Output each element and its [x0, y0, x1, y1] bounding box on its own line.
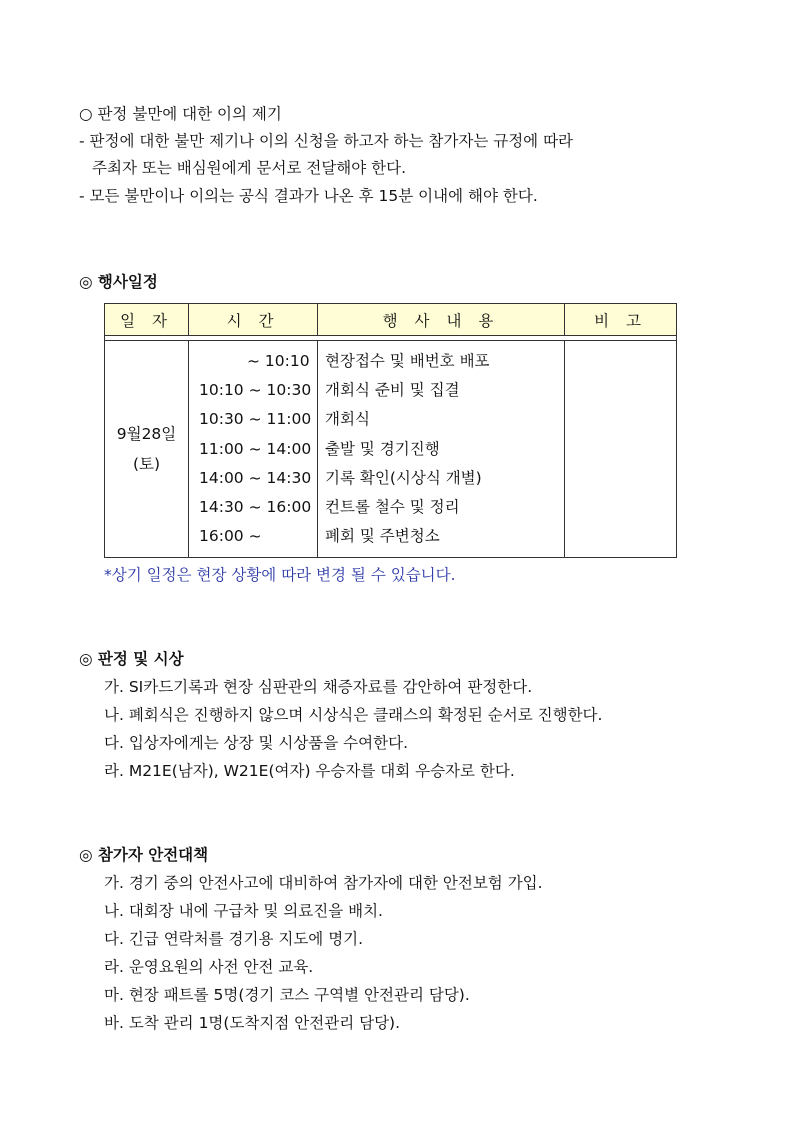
event-item: 현장접수 및 배번호 배포: [325, 352, 490, 370]
safety-item: 가. 경기 중의 안전사고에 대비하여 참가자에 대한 안전보험 가입.: [104, 874, 543, 892]
event-item: 기록 확인(시상식 개별): [325, 468, 482, 487]
event-item: 폐회 및 주변청소: [325, 527, 440, 546]
appeal-heading: ○ 판정 불만에 대한 이의 제기: [79, 105, 282, 123]
header-date: 일 자: [105, 304, 189, 336]
judging-item: 나. 폐회식은 진행하지 않으며 시상식은 클래스의 확정된 순서로 진행한다.: [104, 706, 603, 724]
time-item: 14:00 ~ 14:30: [199, 468, 312, 487]
safety-item: 나. 대회장 내에 구급차 및 의료진을 배치.: [104, 902, 383, 920]
event-item: 개회식: [325, 410, 370, 429]
event-item: 개회식 준비 및 집결: [325, 381, 460, 400]
safety-item: 라. 운영요원의 사전 안전 교육.: [104, 958, 314, 976]
schedule-note-cell: [565, 341, 677, 558]
safety-item: 다. 긴급 연락처를 경기용 지도에 명기.: [104, 930, 364, 948]
safety-item: 마. 현장 패트롤 5명(경기 코스 구역별 안전관리 담당).: [104, 986, 470, 1004]
appeal-line-1: - 판정에 대한 불만 제기나 이의 신청을 하고자 하는 참가자는 규정에 따라: [79, 132, 574, 150]
event-item: 컨트롤 철수 및 정리: [325, 497, 460, 516]
judging-heading: ◎ 판정 및 시상: [79, 650, 184, 668]
safety-item: 바. 도착 관리 1명(도착지점 안전관리 담당).: [104, 1014, 401, 1032]
schedule-event-cell: [318, 341, 565, 558]
time-item: 14:30 ~ 16:00: [199, 497, 312, 516]
schedule-date-cell: [105, 341, 189, 558]
time-item: 10:30 ~ 11:00: [199, 410, 312, 429]
schedule-header-row: [105, 304, 677, 336]
schedule-date: 9월28일: [116, 425, 177, 444]
schedule-day: (토): [132, 455, 161, 474]
judging-item: 라. M21E(남자), W21E(여자) 우승자를 대회 우승자로 한다.: [104, 762, 515, 780]
appeal-line-3: - 모든 불만이나 이의는 공식 결과가 나온 후 15분 이내에 해야 한다.: [79, 187, 538, 205]
header-time: 시 간: [189, 304, 318, 336]
schedule-heading: ◎ 행사일정: [79, 273, 158, 291]
time-item: 16:00 ~: [199, 527, 262, 546]
safety-heading: ◎ 참가자 안전대책: [79, 846, 209, 864]
judging-item: 가. SI카드기록과 현장 심판관의 채증자료를 감안하여 판정한다.: [104, 678, 533, 696]
appeal-line-2: 주최자 또는 배심원에게 문서로 전달해야 한다.: [92, 159, 407, 177]
schedule-body-row: [105, 341, 677, 558]
judging-item: 다. 입상자에게는 상장 및 시상품을 수여한다.: [104, 734, 409, 752]
header-event: 행 사 내 용: [318, 304, 565, 336]
time-item: 10:10 ~ 10:30: [199, 381, 312, 400]
event-item: 출발 및 경기진행: [325, 439, 440, 458]
schedule-note: *상기 일정은 현장 상황에 따라 변경 될 수 있습니다.: [104, 566, 456, 584]
header-note: 비 고: [565, 304, 677, 336]
schedule-table: [104, 303, 677, 558]
time-item: ~ 10:10: [247, 352, 310, 370]
schedule-time-cell: [189, 341, 318, 558]
time-item: 11:00 ~ 14:00: [199, 439, 312, 458]
